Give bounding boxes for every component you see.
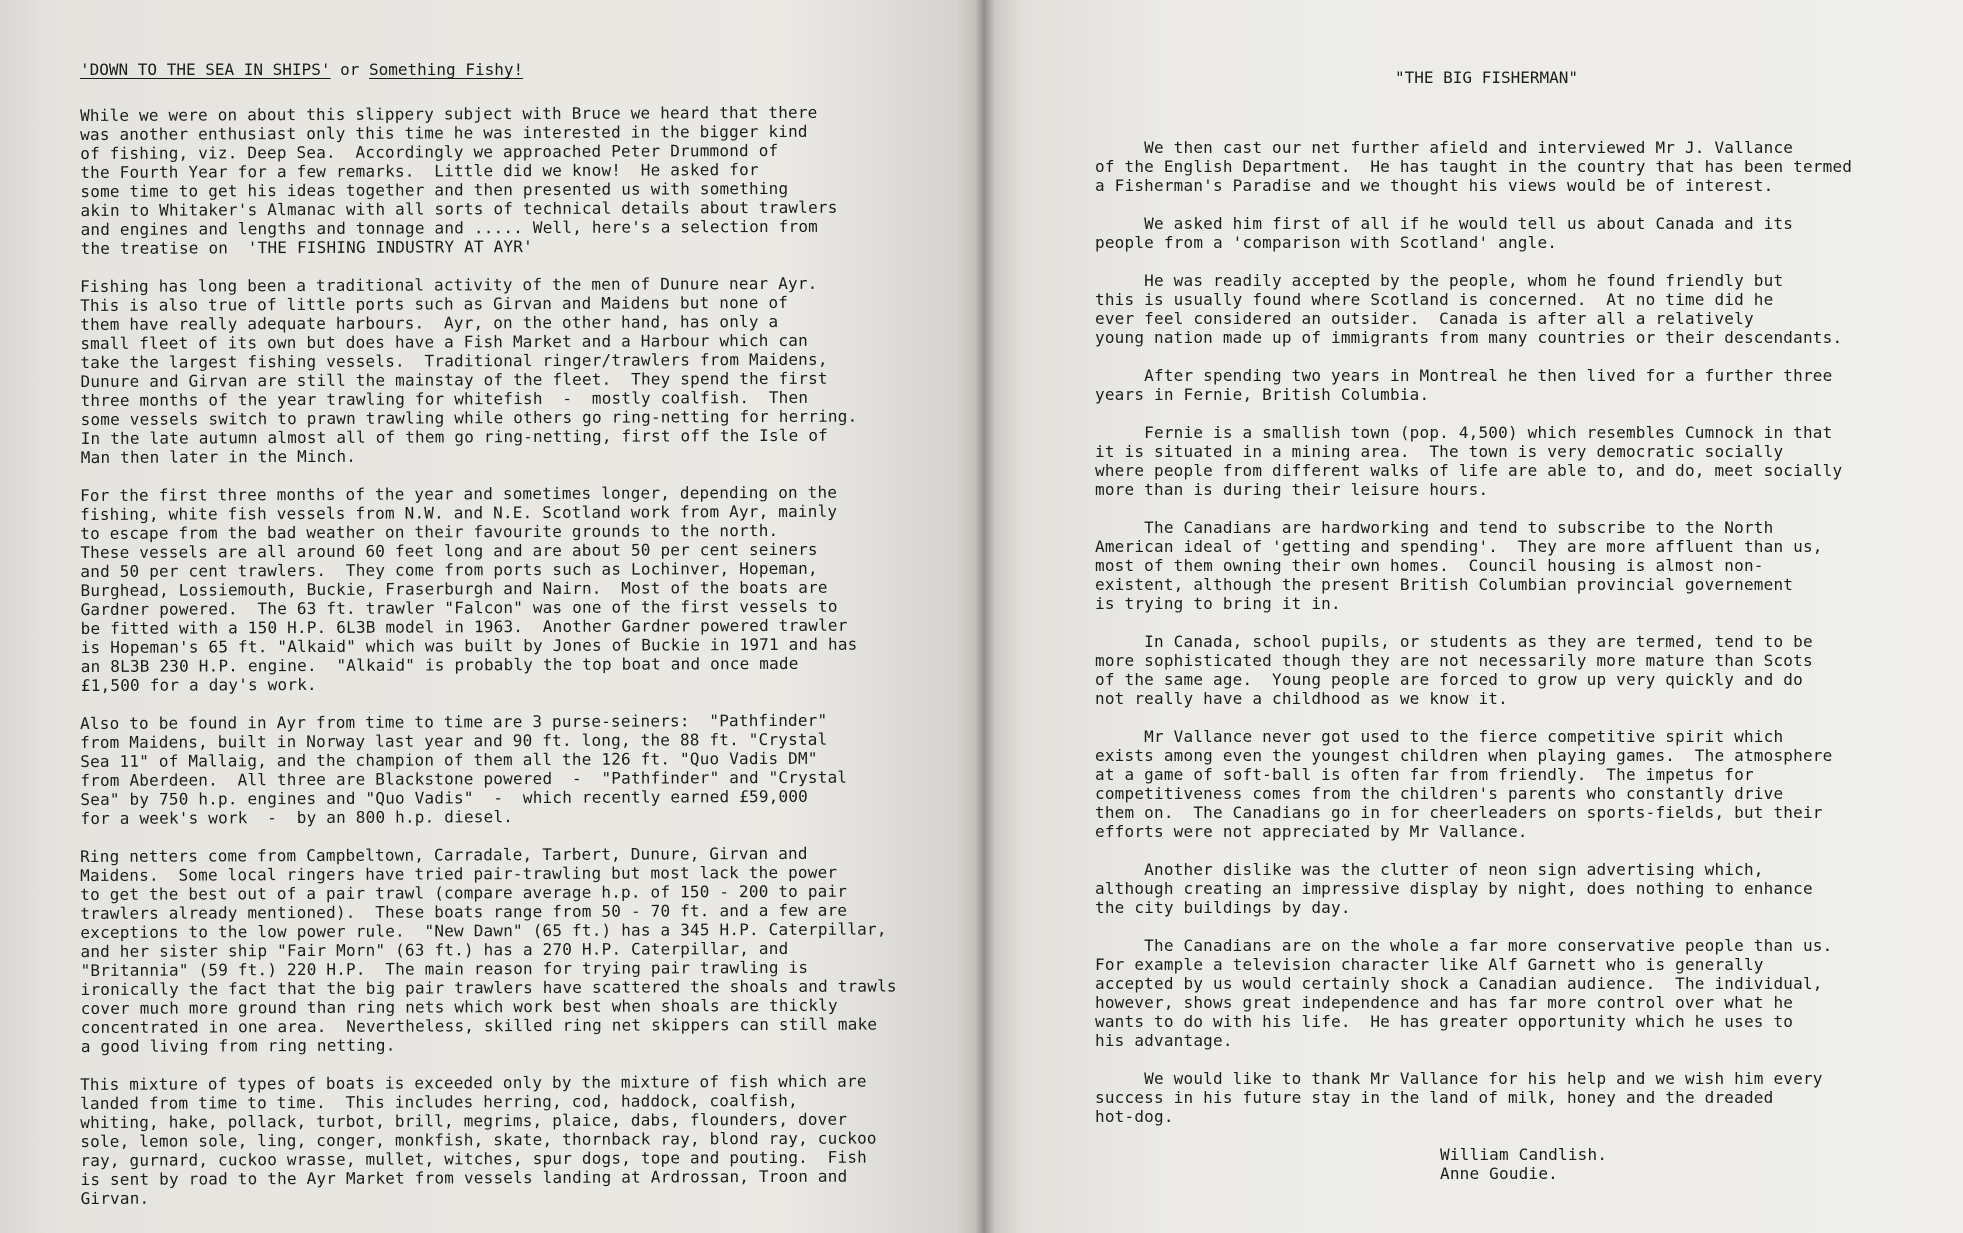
right-paragraph <box>1095 727 1945 841</box>
text-line: £1,500 for a day's work. <box>80 674 317 695</box>
text-line: was another enthusiast only this time he was interested in the bigger kind <box>80 121 808 144</box>
text-line: exceptions to the low power rule. "New Dawn" (65 ft.) has a 345 H.P. Caterpillar, <box>80 919 887 942</box>
signature-block <box>1095 1145 1963 1183</box>
text-line: most of them owning their own homes. Council housing is almost non- <box>1095 556 1764 575</box>
text-line: is trying to bring it in. <box>1095 594 1341 613</box>
text-line: This mixture of types of boats is exceeded only by the mixture of fish which are <box>80 1071 867 1094</box>
text-line: American ideal of 'getting and spending'. They are more affluent than us, <box>1095 537 1823 556</box>
text-line: competitiveness comes from the children's parents who constantly drive <box>1095 784 1784 803</box>
text-line: be fitted with a 150 H.P. 6L3B model in 1963. Another Gardner powered trawler <box>80 615 848 638</box>
signature-name: William Candlish. <box>1440 1145 1608 1164</box>
text-line: is sent by road to the Ayr Market from vessels landing at Ardrossan, Troon and <box>80 1166 848 1189</box>
text-line: We asked him first of all if he would tell us about Canada and its <box>1095 214 1794 233</box>
text-line: While we were on about this slippery subject with Bruce we heard that there <box>80 102 818 125</box>
text-line: accepted by us would certainly shock a Canadian audience. The individual, <box>1095 974 1823 993</box>
text-line: the Fourth Year for a few remarks. Little did we know! He asked for <box>80 160 759 182</box>
text-line: of fishing, viz. Deep Sea. Accordingly we approached Peter Drummond of <box>80 140 779 163</box>
text-line: existent, although the present British Columbian provincial governement <box>1095 575 1794 594</box>
text-line: take the largest fishing vessels. Traditional ringer/trawlers from Maidens, <box>80 349 828 372</box>
text-line: "Britannia" (59 ft.) 220 H.P. The main reason for trying pair trawling is <box>80 957 809 980</box>
text-line: After spending two years in Montreal he then lived for a further three <box>1095 366 1833 385</box>
text-line: Maidens. Some local ringers have tried pair-trawling but most lack the power <box>80 862 838 885</box>
text-line: For example a television character like Alf Garnett who is generally <box>1095 955 1764 974</box>
text-line: Dunure and Girvan are still the mainstay of the fleet. They spend the first <box>80 368 828 391</box>
text-line: of the same age. Young people are forced to grow up very quickly and do <box>1095 670 1803 689</box>
text-line: Mr Vallance never got used to the fierce competitive spirit which <box>1095 727 1784 746</box>
text-line: some vessels switch to prawn trawling while others go ring-netting for herring. <box>80 406 858 429</box>
text-line: He was readily accepted by the people, whom he found friendly but <box>1095 271 1784 290</box>
right-paragraph <box>1095 1069 1945 1126</box>
title-or: or <box>330 60 369 79</box>
text-line: For the first three months of the year and sometimes longer, depending on the <box>80 482 838 505</box>
text-line: sole, lemon sole, ling, conger, monkfish, skate, thornback ray, blond ray, cuckoo <box>80 1128 877 1151</box>
text-line: and 50 per cent trawlers. They come from ports such as Lochinver, Hopeman, <box>80 558 818 581</box>
text-line: a good living from ring netting. <box>80 1035 396 1056</box>
text-line: trawlers already mentioned). These boats range from 50 - 70 ft. and a few are <box>80 900 848 923</box>
text-line: cover much more ground than ring nets which work best when shoals are thickly <box>80 995 838 1018</box>
text-line: the city buildings by day. <box>1095 898 1351 917</box>
text-line: fishing, white fish vessels from N.W. and N.E. Scotland work from Ayr, mainly <box>80 501 838 524</box>
text-line: is Hopeman's 65 ft. "Alkaid" which was built by Jones of Buckie in 1971 and has <box>80 634 858 657</box>
text-line: We would like to thank Mr Vallance for his help and we wish him every <box>1095 1069 1823 1088</box>
text-line: three months of the year trawling for whitefish - mostly coalfish. Then <box>80 387 809 410</box>
text-line: more than is during their leisure hours. <box>1095 480 1489 499</box>
text-line: hot-dog. <box>1095 1107 1174 1126</box>
text-line: This is also true of little ports such as Girvan and Maidens but none of <box>80 292 789 315</box>
left-paragraph <box>80 102 971 258</box>
text-line: people from a 'comparison with Scotland' angle. <box>1095 233 1558 252</box>
text-line: to escape from the bad weather on their favourite grounds to the north. <box>80 520 779 543</box>
right-paragraph <box>1095 860 1945 917</box>
text-line: The Canadians are on the whole a far more conservative people than us. <box>1095 936 1833 955</box>
text-line: years in Fernie, British Columbia. <box>1095 385 1430 404</box>
text-line: We then cast our net further afield and interviewed Mr J. Vallance <box>1095 138 1794 157</box>
text-line: for a week's work - by an 800 h.p. diesel. <box>80 807 514 828</box>
text-line: Ring netters come from Campbeltown, Carradale, Tarbert, Dunure, Girvan and <box>80 843 808 866</box>
text-line: In the late autumn almost all of them go ring-netting, first off the Isle of <box>80 425 829 448</box>
text-line: and engines and lengths and tonnage and ..... Well, here's a selection from <box>80 216 819 239</box>
text-line: them on. The Canadians go in for cheerleaders on sports-fields, but their <box>1095 803 1823 822</box>
right-paragraph <box>1095 936 1945 1050</box>
text-line: Also to be found in Ayr from time to time are 3 purse-seiners: "Pathfinder" <box>80 710 828 733</box>
text-line: efforts were not appreciated by Mr Vallance. <box>1095 822 1528 841</box>
text-line: Fishing has long been a traditional activity of the men of Dunure near Ayr. <box>80 273 818 296</box>
text-line: young nation made up of immigrants from many countries or their descendants. <box>1095 328 1843 347</box>
text-line: Sea" by 750 h.p. engines and "Quo Vadis" - which recently earned £59,000 <box>80 786 809 809</box>
text-line: them have really adequate harbours. Ayr, on the other hand, has only a <box>80 311 779 334</box>
text-line: Gardner powered. The 63 ft. trawler "Falcon" was one of the first vessels to <box>80 596 838 619</box>
signature-name: Anne Goudie. <box>1440 1164 1558 1183</box>
right-paragraph <box>1095 138 1945 195</box>
text-line: landed from time to time. This includes herring, cod, haddock, coalfish, <box>80 1090 798 1113</box>
text-line: success in his future stay in the land of milk, honey and the dreaded <box>1095 1088 1774 1107</box>
text-line: however, shows great independence and has far more control over what he <box>1095 993 1794 1012</box>
text-line: at a game of soft-ball is often far from friendly. The impetus for <box>1095 765 1754 784</box>
text-line: Man then later in the Minch. <box>80 446 357 467</box>
title-down-to-the-sea: 'DOWN TO THE SEA IN SHIPS' <box>80 60 331 79</box>
text-line: not really have a childhood as we know it. <box>1095 689 1508 708</box>
title-something-fishy: Something Fishy! <box>368 60 524 79</box>
text-line: and her sister ship "Fair Morn" (63 ft.) has a 270 H.P. Caterpillar, and <box>80 938 789 961</box>
text-line: more sophisticated though they are not necessarily more mature than Scots <box>1095 651 1813 670</box>
text-line: ironically the fact that the big pair trawlers have scattered the shoals and trawls <box>80 976 897 999</box>
text-line: In Canada, school pupils, or students as they are termed, tend to be <box>1095 632 1813 651</box>
text-line: a Fisherman's Paradise and we thought his views would be of interest. <box>1095 176 1774 195</box>
text-line: whiting, hake, pollack, turbot, brill, megrims, plaice, dabs, flounders, dover <box>80 1109 848 1132</box>
text-line: his advantage. <box>1095 1031 1233 1050</box>
right-paragraph <box>1095 366 1945 404</box>
text-line: Girvan. <box>80 1188 150 1208</box>
text-line: The Canadians are hardworking and tend to subscribe to the North <box>1095 518 1774 537</box>
text-line: small fleet of its own but does have a Fish Market and a Harbour which can <box>80 330 808 353</box>
text-line: exists among even the youngest children when playing games. The atmosphere <box>1095 746 1833 765</box>
left-paragraph <box>80 273 971 467</box>
text-line: These vessels are all around 60 feet long and are about 50 per cent seiners <box>80 539 818 562</box>
text-line: it is situated in a mining area. The town is very democratic socially <box>1095 442 1784 461</box>
text-line: the treatise on 'THE FISHING INDUSTRY AT AYR' <box>80 237 533 258</box>
text-line: this is usually found where Scotland is concerned. At no time did he <box>1095 290 1774 309</box>
text-line: to get the best out of a pair trawl (compare average h.p. of 150 - 200 to pair <box>80 881 848 904</box>
left-page-body <box>80 102 970 1208</box>
text-line: Fernie is a smallish town (pop. 4,500) which resembles Cumnock in that <box>1095 423 1833 442</box>
right-page-title: "THE BIG FISHERMAN" <box>1395 68 1579 87</box>
text-line: although creating an impressive display by night, does nothing to enhance <box>1095 879 1813 898</box>
text-line: Burghead, Lossiemouth, Buckie, Fraserburgh and Nairn. Most of the boats are <box>80 577 828 600</box>
right-paragraph <box>1095 518 1945 613</box>
right-paragraph <box>1095 271 1945 347</box>
text-line: concentrated in one area. Nevertheless, skilled ring net skippers can still make <box>80 1014 878 1037</box>
right-paragraph <box>1095 214 1945 252</box>
left-page-title <box>80 60 985 80</box>
text-line: where people from different walks of life are able to, and do, meet socially <box>1095 461 1843 480</box>
right-page-body <box>1095 138 1945 1126</box>
left-paragraph <box>80 1071 971 1208</box>
text-line: Sea 11" of Mallaig, and the champion of them all the 126 ft. "Quo Vadis DM" <box>80 748 818 771</box>
left-paragraph <box>80 843 971 1056</box>
right-page <box>985 0 1963 1233</box>
text-line: from Maidens, built in Norway last year and 90 ft. long, the 88 ft. "Crystal <box>80 729 828 752</box>
text-line: wants to do with his life. He has greater opportunity which he uses to <box>1095 1012 1794 1031</box>
right-paragraph <box>1095 423 1945 499</box>
text-line: of the English Department. He has taught in the country that has been termed <box>1095 157 1853 176</box>
left-paragraph <box>80 482 971 695</box>
left-paragraph <box>80 710 970 828</box>
text-line: from Aberdeen. All three are Blackstone powered - "Pathfinder" and "Crystal <box>80 767 848 790</box>
right-paragraph <box>1095 632 1945 708</box>
text-line: ever feel considered an outsider. Canada is after all a relatively <box>1095 309 1754 328</box>
text-line: ray, gurnard, cuckoo wrasse, mullet, witches, spur dogs, tope and pouting. Fish <box>80 1147 868 1170</box>
text-line: Another dislike was the clutter of neon sign advertising which, <box>1095 860 1764 879</box>
text-line: akin to Whitaker's Almanac with all sorts of technical details about trawlers <box>80 197 838 220</box>
text-line: some time to get his ideas together and then presented us with something <box>80 178 789 201</box>
text-line: an 8L3B 230 H.P. engine. "Alkaid" is probably the top boat and once made <box>80 653 799 676</box>
